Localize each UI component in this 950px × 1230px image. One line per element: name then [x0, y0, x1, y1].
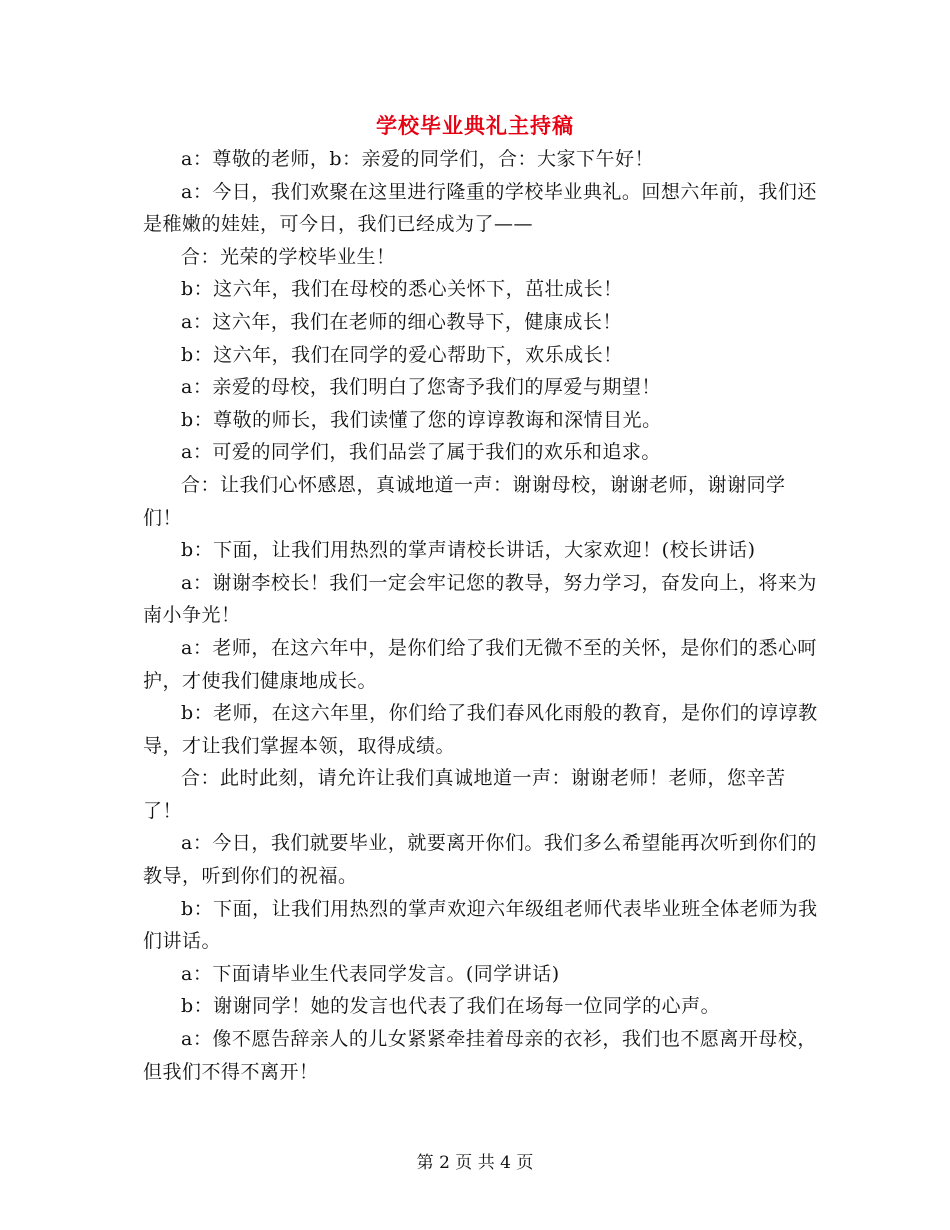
paragraph: a：尊敬的老师，b：亲爱的同学们，合：大家下午好！ [181, 148, 654, 170]
paragraph: a：像不愿告辞亲人的儿女紧紧牵挂着母亲的衣衫，我们也不愿离开母校，但我们不得不离开！ [143, 1028, 817, 1083]
paragraph: b：谢谢同学！她的发言也代表了我们在场每一位同学的心声。 [181, 995, 721, 1018]
paragraph: 合：此时此刻，请允许让我们真诚地道一声：谢谢老师！老师，您辛苦了！ [143, 767, 786, 822]
document-body [143, 143, 823, 1088]
paragraph: b：尊敬的师长，我们读懂了您的谆谆教诲和深情目光。 [181, 408, 662, 431]
paragraph: a：这六年，我们在老师的细心教导下，健康成长！ [181, 310, 622, 333]
paragraph: 合：让我们心怀感恩，真诚地道一声：谢谢母校，谢谢老师，谢谢同学们！ [143, 473, 786, 529]
paragraph: b：下面，让我们用热烈的掌声请校长讲话，大家欢迎！(校长讲话) [181, 539, 756, 562]
document-title: 学校毕业典礼主持稿 [376, 113, 574, 138]
page-footer: 第 2 页 共 4 页 [416, 1153, 534, 1173]
paragraph: a：今日，我们就要毕业，就要离开你们。我们多么希望能再次听到你们的教导，听到你们的祝福。 [143, 832, 817, 888]
paragraph: a：可爱的同学们，我们品尝了属于我们的欢乐和追求。 [181, 441, 661, 464]
paragraph: a：老师，在这六年中，是你们给了我们无微不至的关怀，是你们的悉心呵护，才使我们健康地成长。 [143, 636, 817, 692]
paragraph: b：这六年，我们在母校的悉心关怀下，茁壮成长！ [181, 278, 623, 301]
paragraph: b：下面，让我们用热烈的掌声欢迎六年级组老师代表毕业班全体老师为我们讲话。 [143, 897, 818, 953]
paragraph: a：亲爱的母校，我们明白了您寄予我们的厚爱与期望！ [181, 376, 661, 399]
paragraph: 合：光荣的学校毕业生！ [181, 245, 396, 268]
paragraph: b：老师，在这六年里，你们给了我们春风化雨般的教育，是你们的谆谆教导，才让我们掌握本领，取得成绩。 [143, 702, 818, 757]
paragraph: a：下面请毕业生代表同学发言。(同学讲话) [181, 962, 560, 985]
paragraph: a：谢谢李校长！我们一定会牢记您的教导，努力学习，奋发向上，将来为南小争光！ [143, 571, 817, 627]
paragraph: b：这六年，我们在同学的爱心帮助下，欢乐成长！ [181, 343, 623, 366]
paragraph: a：今日，我们欢聚在这里进行隆重的学校毕业典礼。回想六年前，我们还是稚嫩的娃娃，可今日，我们已经成为了—— [143, 180, 817, 236]
